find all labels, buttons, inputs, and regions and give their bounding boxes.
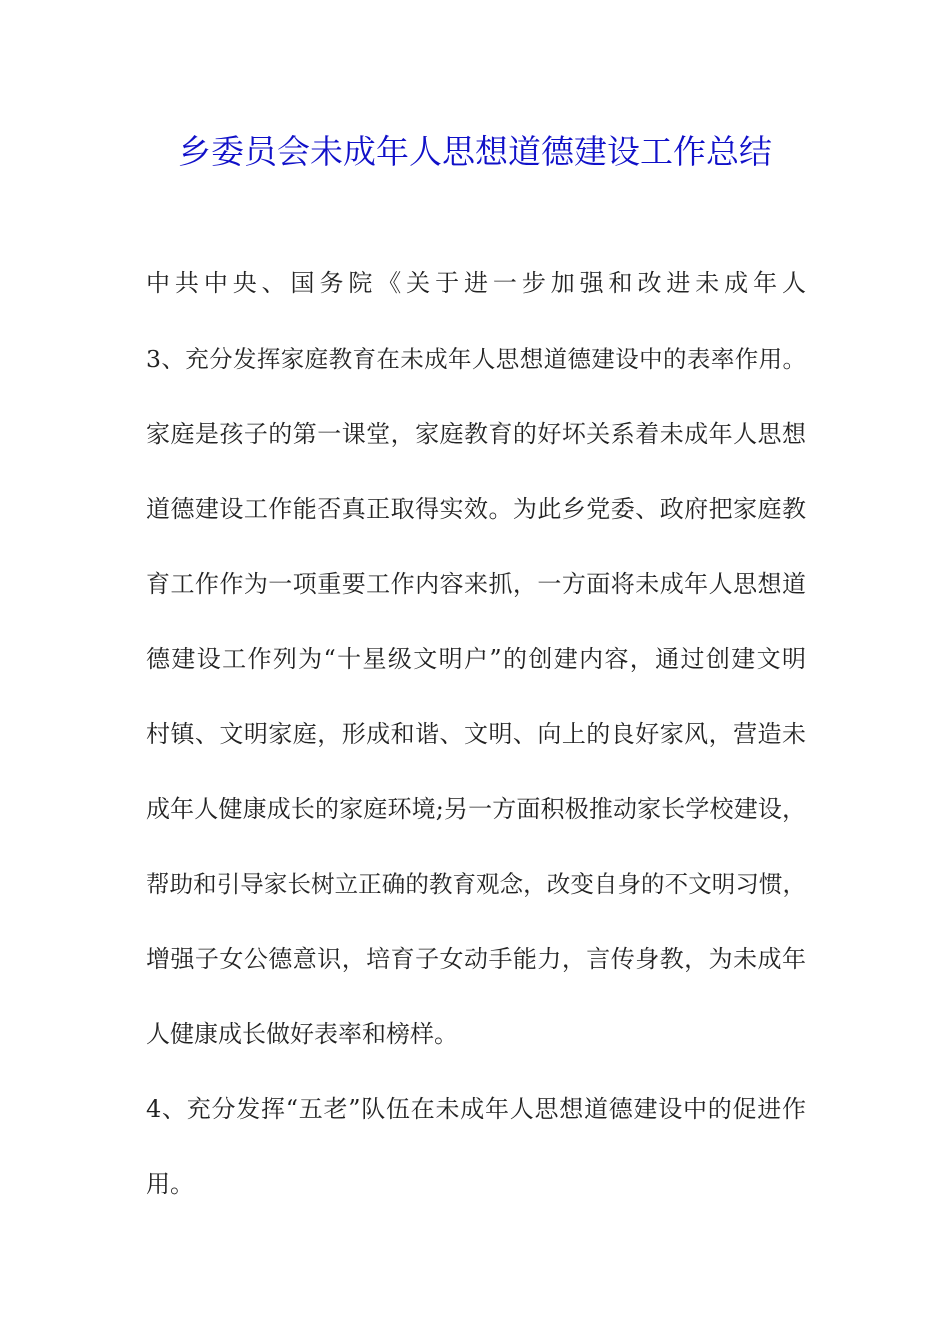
body-line-8: 成年人健康成长的家庭环境;另一方面积极推动家长学校建设， bbox=[146, 795, 806, 823]
body-line-3: 家庭是孩子的第一课堂，家庭教育的好坏关系着未成年人思想 bbox=[146, 420, 806, 448]
body-line-2: 3、充分发挥家庭教育在未成年人思想道德建设中的表率作用。 bbox=[146, 345, 806, 373]
body-line-11: 人健康成长做好表率和榜样。 bbox=[146, 1020, 458, 1048]
body-line-6: 德建设工作列为“十星级文明户”的创建内容，通过创建文明 bbox=[146, 645, 806, 673]
document-title: 乡委员会未成年人思想道德建设工作总结 bbox=[178, 132, 772, 171]
body-line-13: 用。 bbox=[146, 1170, 194, 1198]
body-line-9: 帮助和引导家长树立正确的教育观念，改变自身的不文明习惯， bbox=[146, 870, 806, 898]
body-line-12: 4、充分发挥“五老”队伍在未成年人思想道德建设中的促进作 bbox=[146, 1095, 806, 1123]
body-line-7: 村镇、文明家庭，形成和谐、文明、向上的良好家风，营造未 bbox=[146, 720, 806, 748]
body-line-4: 道德建设工作能否真正取得实效。为此乡党委、政府把家庭教 bbox=[146, 495, 806, 523]
body-line-10: 增强子女公德意识，培育子女动手能力，言传身教，为未成年 bbox=[146, 945, 806, 973]
body-line-1: 中共中央、国务院《关于进一步加强和改进未成年人 bbox=[146, 269, 806, 297]
body-line-5: 育工作作为一项重要工作内容来抓，一方面将未成年人思想道 bbox=[146, 570, 806, 598]
